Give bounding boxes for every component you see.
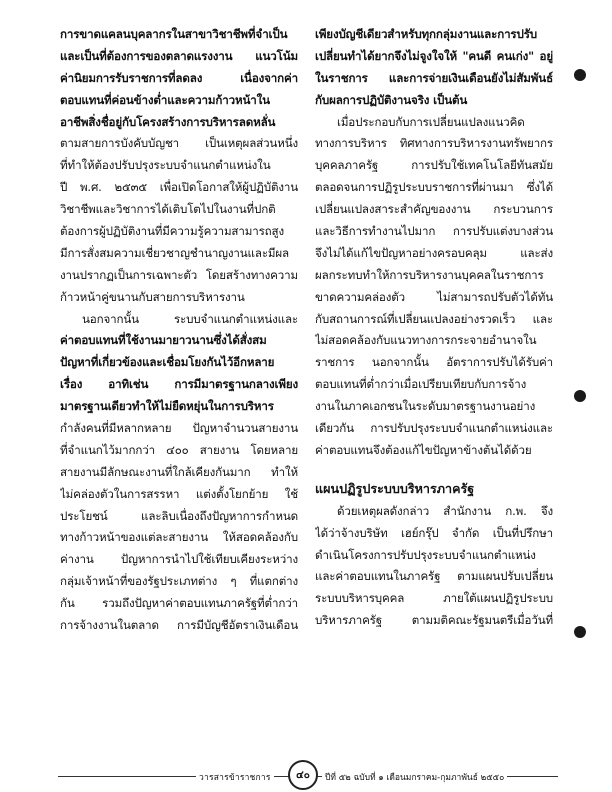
section-heading: แผนปฏิรูประบบบริหารภาครัฐ	[315, 480, 475, 496]
text-line: ด้วยเหตุผลดังกล่าว สำนักงาน ก.พ. จึง	[337, 503, 553, 518]
text-line: ไม่คล่องตัวในการสรรหา แต่งตั้งโยกย้าย ใช้	[60, 486, 298, 501]
text-line: กัน รวมถึงปัญหาค่าตอบแทนภาครัฐที่ต่ำกว่า	[60, 596, 298, 611]
text-line: บุคคลภาครัฐ การปรับใช้เทคโนโลยีทันสมัย	[315, 158, 553, 173]
text-line: เปลี่ยนแปลงสาระสำคัญของงาน กระบวนการ	[315, 202, 553, 217]
text-line: อาชีพสิ่งชื่อยู่กับโครงสร้างการบริหารลดหลั่น	[60, 114, 276, 129]
text-line: มีการสั่งสมความเชี่ยวชาญชำนาญงานและมีผล	[60, 245, 289, 260]
text-line: ขาดความคล่องตัว ไม่สามารถปรับตัวได้ทัน	[315, 289, 553, 304]
text-line: กับสถานการณ์ที่เปลี่ยนแปลงอย่างรวดเร็ว และ	[315, 311, 553, 326]
text-line: การจ้างงานในตลาด การมีบัญชีอัตราเงินเดือน	[60, 618, 298, 633]
text-line: ประโยชน์ และลิบเนื่องถึงปัญหาการกำหนด	[60, 508, 298, 523]
text-line: ในราชการ และการจ่ายเงินเดือนยังไม่สัมพันธ์	[315, 70, 553, 85]
text-line: เรื่อง อาทิเช่น การมีมาตรฐานกลางเพียง	[60, 377, 298, 392]
text-line: นอกจากนั้น ระบบจำแนกตำแหน่งและ	[82, 311, 298, 326]
left-column	[60, 24, 298, 637]
text-line: ไม่สอดคล้องกับแนวทางการกระจายอำนาจใน	[315, 333, 537, 348]
text-line: ตอบแทนที่ต่ำกว่าเมื่อเปรียบเทียบกับการจ้าง	[315, 377, 527, 392]
margin-bullet-icon	[574, 390, 586, 402]
text-line: ดำเนินโครงการปรับปรุงระบบจำแนกตำแหน่ง	[315, 547, 536, 562]
text-line: และเป็นที่ต้องการของตลาดแรงงาน แนวโน้ม	[60, 48, 298, 63]
text-line: กำลังคนที่มีหลากหลาย ปัญหาจำนวนสายงาน	[60, 421, 298, 436]
text-line: กลุ่มเจ้าหน้าที่ของรัฐประเภทต่าง ๆ ที่แตกต่าง	[60, 574, 298, 589]
text-line: ค่างาน ปัญหาการนำไปใช้เทียบเคียงระหว่าง	[60, 552, 298, 567]
text-line: สายงานมีลักษณะงานที่ใกล้เคียงกันมาก ทำให้	[60, 464, 298, 479]
text-line: ปี พ.ศ. ๒๕๓๕ เพื่อเปิดโอกาสให้ผู้ปฏิบัติงาน	[60, 180, 298, 195]
text-line: ที่ทำให้ต้องปรับปรุงระบบจำแนกตำแหน่งใน	[60, 158, 271, 173]
text-line: และค่าตอบแทนในภาครัฐ ตามแผนปรับเปลี่ยน	[315, 569, 553, 584]
text-line: เดียวกัน การปรับปรุงระบบจำแนกตำแหน่งและ	[315, 421, 553, 436]
right-column	[315, 24, 553, 632]
page-number: ๔๐	[288, 760, 318, 790]
text-line: วิชาชีพและวิชาการได้เติบโตไปในงานที่ปกติ	[60, 202, 276, 217]
right-column-top-text	[315, 24, 553, 462]
text-line: มาตรฐานเดียวทำให้ไม่ยืดหยุ่นในการบริหาร	[60, 399, 274, 414]
text-line: ค่าตอบแทนที่ใช้งานมายาวนานซึ่งได้สั่งสม	[60, 333, 267, 348]
text-line: ปัญหาที่เกี่ยวข้องและเชื่อมโยงกันไว้อีกหลาย	[60, 355, 275, 370]
text-line: ผลกระทบทำให้การบริหารงานบุคคลในราชการ	[315, 267, 544, 282]
text-line: ระบบบริหารบุคคล ภายใต้แผนปฏิรูประบบ	[315, 591, 553, 606]
text-line: การขาดแคลนบุคลากรในสาขาวิชาชีพที่จำเป็น	[60, 27, 288, 41]
text-line: ราชการ นอกจากนั้น อัตราการปรับได้รับค่า	[315, 355, 553, 370]
text-line: งานในภาคเอกชนในระดับมาตรฐานงานอย่าง	[315, 399, 536, 414]
footer-issue-info: ปีที่ ๕๒ ฉบับที่ ๑ เดือนมกราคม-กุมภาพันธ์ ๒๕๕๐	[322, 770, 507, 784]
text-line: และวิธีการทำงานไปมาก การปรับแต่งบางส่วน	[315, 224, 553, 239]
text-line: ทางการบริหาร ทิศทางการบริหารงานทรัพยากร	[315, 136, 553, 151]
text-line: ค่านิยมการรับราชการที่ลดลง เนื่องจากค่า	[60, 70, 298, 85]
text-line: ต้องการผู้ปฏิบัติงานที่มีความรู้ความสามารถสูง	[60, 224, 284, 239]
margin-bullet-icon	[574, 69, 586, 81]
text-line: เมื่อประกอบกับการเปลี่ยนแปลงแนวคิด	[337, 114, 525, 129]
text-line: งานปรากฏเป็นการเฉพาะตัว โดยสร้างทางความ	[60, 267, 298, 282]
text-line: บริหารภาครัฐ ตามมติคณะรัฐมนตรีเมื่อวันที่	[315, 613, 553, 628]
text-line: ก้าวหน้าคู่ขนานกับสายการบริหารงาน	[60, 289, 245, 304]
text-line: ทางก้าวหน้าของแต่ละสายงาน ให้สอดคล้องกับ	[60, 530, 298, 545]
text-line: ที่จำแนกไว้มากกว่า ๔๐๐ สายงาน โดยหลาย	[60, 442, 298, 457]
footer-journal-name: วารสารข้าราชการ	[196, 770, 274, 784]
text-line: จึงไม่ได้แก้ไขปัญหาอย่างครอบคลุม และส่ง	[315, 245, 553, 260]
text-line: ตอบแทนที่ค่อนข้างต่ำและความก้าวหน้าใน	[60, 92, 270, 107]
text-line: ตามสายการบังคับบัญชา เป็นเหตุผลส่วนหนึ่ง	[60, 136, 298, 151]
text-line: ได้ว่าจ้างบริษัท เฮย์กรุ๊ป จำกัด เป็นที่ปรึกษา	[315, 525, 553, 540]
text-line: ค่าตอบแทนจึงต้องแก้ไขปัญหาข้างต้นได้ด้วย	[315, 442, 532, 457]
text-line: กับผลการปฏิบัติงานจริง เป็นต้น	[315, 92, 468, 107]
text-line: เพียงบัญชีเดียวสำหรับทุกกลุ่มงานและการปรับ	[315, 27, 538, 41]
margin-bullet-icon	[574, 626, 586, 638]
text-line: เปลี่ยนทำได้ยากจึงไม่จูงใจให้ "คนดี คนเก่ง" อยู่	[315, 48, 553, 63]
right-column-bottom-text	[315, 501, 553, 632]
text-line: ตลอดจนการปฏิรูประบบราชการที่ผ่านมา ซึ่งได้	[315, 180, 553, 195]
